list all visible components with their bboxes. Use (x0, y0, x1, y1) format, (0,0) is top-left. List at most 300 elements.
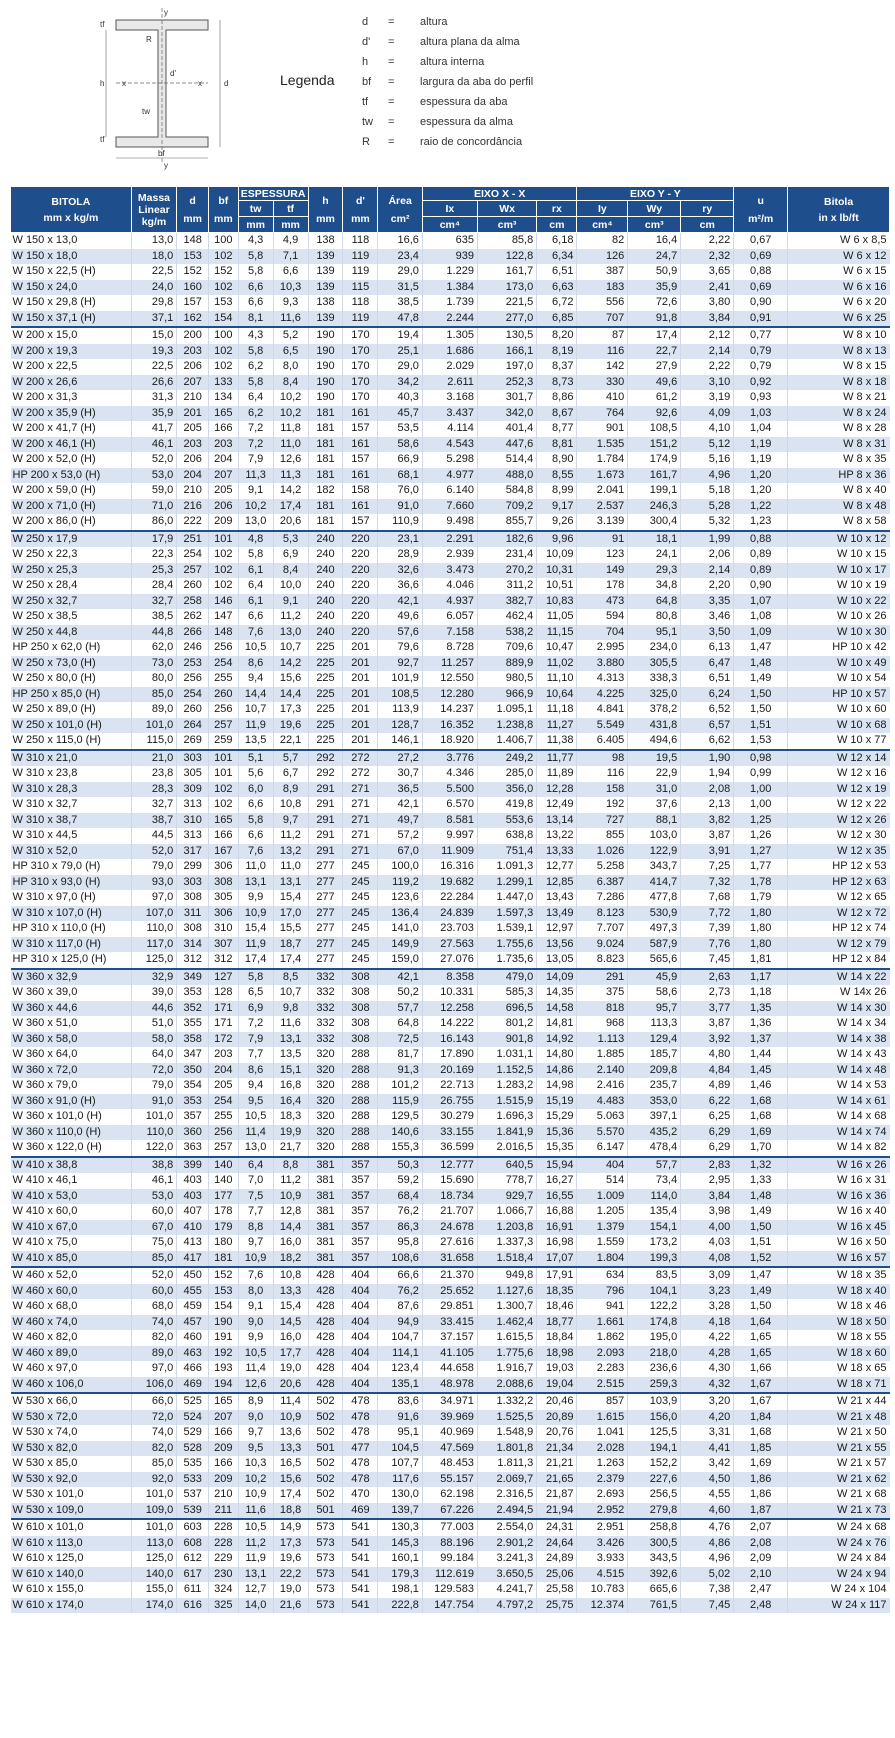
table-cell: 1.205 (577, 1204, 628, 1220)
table-cell: 101,9 (378, 671, 422, 687)
table-cell: 24,89 (537, 1551, 577, 1567)
table-row (11, 1472, 890, 1488)
table-row (11, 640, 890, 656)
cell-bitola: W 460 x 52,0 (11, 1267, 132, 1284)
table-cell: 107,0 (131, 906, 177, 922)
cell-bitola-in: HP 10 x 57 (788, 687, 890, 703)
table-cell: 165 (209, 406, 239, 422)
table-cell: 79,0 (131, 1078, 177, 1094)
table-cell: 1.379 (577, 1220, 628, 1236)
table-cell: 117,0 (131, 937, 177, 953)
table-cell: 157 (343, 421, 378, 437)
table-cell: 305,5 (628, 656, 681, 672)
table-cell: 15,4 (238, 921, 273, 937)
table-cell: 338,3 (628, 671, 681, 687)
cell-bitola: W 460 x 74,0 (11, 1315, 132, 1331)
cell-bitola: HP 310 x 125,0 (H) (11, 952, 132, 969)
table-cell: 20,46 (537, 1393, 577, 1410)
table-cell: 2.016,5 (477, 1140, 536, 1157)
table-cell: 4,50 (681, 1472, 734, 1488)
table-cell: 139 (308, 264, 343, 280)
cell-bitola-in: W 18 x 71 (788, 1377, 890, 1394)
table-cell: 8,90 (537, 452, 577, 468)
table-cell: 3.437 (422, 406, 477, 422)
table-cell: 32,6 (378, 563, 422, 579)
cell-bitola-in: W 14 x 68 (788, 1109, 890, 1125)
table-row (11, 1410, 890, 1426)
header-iy: Iy (577, 201, 628, 217)
table-cell: 2.416 (577, 1078, 628, 1094)
table-cell: 1,35 (734, 1001, 788, 1017)
table-cell: 1,86 (734, 1472, 788, 1488)
legend-symbol: R (362, 136, 370, 148)
table-cell: 42,1 (378, 594, 422, 610)
table-cell: 134 (209, 390, 239, 406)
table-cell: 0,89 (734, 563, 788, 579)
table-cell: 139,7 (378, 1503, 422, 1520)
cell-bitola: W 150 x 29,8 (H) (11, 295, 132, 311)
table-cell: 6,29 (681, 1125, 734, 1141)
table-cell: 10,5 (238, 1519, 273, 1536)
table-cell: 1.447,0 (477, 890, 536, 906)
table-cell: 2.939 (422, 547, 477, 563)
table-cell: 1.916,7 (477, 1361, 536, 1377)
table-cell: 573 (308, 1536, 343, 1552)
cell-bitola-in: HP 12 x 53 (788, 859, 890, 875)
table-cell: 6,9 (273, 547, 308, 563)
table-cell: 1,70 (734, 1140, 788, 1157)
cell-bitola-in: W 12 x 72 (788, 906, 890, 922)
table-cell: 941 (577, 1299, 628, 1315)
table-cell: 92,0 (131, 1472, 177, 1488)
table-cell: 2.379 (577, 1472, 628, 1488)
table-cell: 3,98 (681, 1204, 734, 1220)
table-cell: 14,4 (238, 687, 273, 703)
table-cell: 2,14 (681, 344, 734, 360)
table-cell: 478 (343, 1425, 378, 1441)
table-cell: 147 (209, 609, 239, 625)
table-cell: 7,6 (238, 844, 273, 860)
table-row (11, 1094, 890, 1110)
table-cell: 27.076 (422, 952, 477, 969)
table-cell: 9,3 (273, 295, 308, 311)
table-cell: 31.658 (422, 1251, 477, 1268)
table-cell: 3.168 (422, 390, 477, 406)
cell-bitola-in: W 10 x 12 (788, 531, 890, 548)
table-cell: 6,6 (238, 609, 273, 625)
table-cell: 478 (343, 1456, 378, 1472)
table-cell: 23,1 (378, 531, 422, 548)
table-cell: 228 (209, 1519, 239, 1536)
table-row (11, 531, 890, 548)
table-cell: 5,3 (273, 531, 308, 548)
table-cell: 7,9 (238, 452, 273, 468)
table-cell: 6.405 (577, 733, 628, 750)
table-cell: 166 (209, 421, 239, 437)
table-cell: 76,0 (378, 483, 422, 499)
table-cell: 353 (177, 985, 209, 1001)
table-cell: 91,8 (628, 311, 681, 328)
table-cell: 332 (308, 1016, 343, 1032)
table-row (11, 797, 890, 813)
cell-bitola: HP 310 x 110,0 (H) (11, 921, 132, 937)
table-cell: 1.862 (577, 1330, 628, 1346)
table-cell: 381 (308, 1189, 343, 1205)
table-cell: 478 (343, 1410, 378, 1426)
label-dprime: d' (170, 69, 176, 78)
table-cell: 16,5 (273, 1456, 308, 1472)
table-cell: 291 (308, 813, 343, 829)
table-cell: 502 (308, 1472, 343, 1488)
table-cell: 11,10 (537, 671, 577, 687)
table-row (11, 766, 890, 782)
table-cell: 20,6 (273, 1377, 308, 1394)
table-row (11, 1047, 890, 1063)
table-cell: 240 (308, 547, 343, 563)
table-cell: 173,0 (477, 280, 536, 296)
table-cell: 1,85 (734, 1441, 788, 1457)
cell-bitola-in: W 8 x 10 (788, 327, 890, 344)
table-cell: 299 (177, 859, 209, 875)
table-cell: 87 (577, 327, 628, 344)
header-wy: Wy (628, 201, 681, 217)
table-cell: 6,29 (681, 1140, 734, 1157)
table-cell: 8,4 (273, 375, 308, 391)
table-cell: 118 (343, 233, 378, 249)
table-cell: 288 (343, 1047, 378, 1063)
table-cell: 10.331 (422, 985, 477, 1001)
table-cell: 123,6 (378, 890, 422, 906)
cell-bitola-in: W 8 x 18 (788, 375, 890, 391)
cell-bitola-in: W 6 x 25 (788, 311, 890, 328)
table-cell: 6,51 (537, 264, 577, 280)
table-cell: 225 (308, 640, 343, 656)
table-cell: 2,73 (681, 985, 734, 1001)
table-cell: 21,94 (537, 1503, 577, 1520)
table-cell: 277 (308, 952, 343, 969)
table-cell: 5,8 (238, 969, 273, 986)
table-cell: 229 (209, 1551, 239, 1567)
table-cell: 13,14 (537, 813, 577, 829)
profile-table (10, 186, 890, 1613)
table-cell: 1,77 (734, 859, 788, 875)
table-cell: 201 (343, 702, 378, 718)
table-cell: 256 (209, 702, 239, 718)
table-cell: 9,7 (238, 1425, 273, 1441)
table-cell: 52,0 (131, 844, 177, 860)
table-cell: 1.113 (577, 1032, 628, 1048)
table-cell: 11,2 (238, 1536, 273, 1552)
table-cell: 165 (209, 813, 239, 829)
table-cell: 611 (177, 1582, 209, 1598)
table-cell: 313 (177, 828, 209, 844)
table-cell: 3.139 (577, 514, 628, 531)
table-cell: 49,6 (378, 609, 422, 625)
cell-bitola: HP 310 x 79,0 (H) (11, 859, 132, 875)
table-cell: 161 (343, 499, 378, 515)
table-cell: 7,2 (238, 437, 273, 453)
table-cell: 262 (177, 609, 209, 625)
table-cell: 245 (343, 859, 378, 875)
table-cell: 225 (308, 687, 343, 703)
cell-bitola-in: W 14x 26 (788, 985, 890, 1001)
table-cell: 8,77 (537, 421, 577, 437)
table-cell: 82,0 (131, 1330, 177, 1346)
table-cell: 1,79 (734, 890, 788, 906)
table-cell: 236,6 (628, 1361, 681, 1377)
table-cell: 222 (177, 514, 209, 531)
table-cell: 148 (177, 233, 209, 249)
table-cell: 13,5 (238, 733, 273, 750)
table-cell: 16,0 (273, 1330, 308, 1346)
table-cell: 271 (343, 813, 378, 829)
table-cell: 381 (308, 1235, 343, 1251)
table-cell: 24.678 (422, 1220, 477, 1236)
table-row (11, 1016, 890, 1032)
table-row (11, 1330, 890, 1346)
table-cell: 22,9 (628, 766, 681, 782)
profile-table-container (10, 186, 890, 1613)
cell-bitola-in: W 8 x 58 (788, 514, 890, 531)
table-cell: 1,37 (734, 1032, 788, 1048)
table-cell: 14.222 (422, 1016, 477, 1032)
table-cell: 285,0 (477, 766, 536, 782)
table-cell: 6,4 (238, 578, 273, 594)
table-cell: 46,1 (131, 437, 177, 453)
table-cell: 180 (209, 1235, 239, 1251)
table-cell: 57,2 (378, 828, 422, 844)
cell-bitola-in: W 18 x 50 (788, 1315, 890, 1331)
table-cell: 117,6 (378, 1472, 422, 1488)
table-cell: 210 (177, 483, 209, 499)
table-cell: 4.241,7 (477, 1582, 536, 1598)
header-d: d mm (177, 187, 209, 233)
table-cell: 178 (577, 578, 628, 594)
header-dprime: d' mm (343, 187, 378, 233)
header-ry: ry (681, 201, 734, 217)
table-cell: 37,6 (628, 797, 681, 813)
table-cell: 216 (177, 499, 209, 515)
table-cell: 101 (209, 750, 239, 767)
table-cell: 23,4 (378, 249, 422, 265)
table-cell: 161 (343, 468, 378, 484)
table-row (11, 1377, 890, 1394)
table-cell: 901 (577, 421, 628, 437)
table-row (11, 1299, 890, 1315)
table-cell: 357 (343, 1251, 378, 1268)
table-cell: 102 (209, 547, 239, 563)
table-cell: 44.658 (422, 1361, 477, 1377)
legend-equals: = (388, 116, 395, 128)
cell-bitola: W 250 x 44,8 (11, 625, 132, 641)
table-cell: 6,24 (681, 687, 734, 703)
table-cell: 12,7 (238, 1582, 273, 1598)
table-cell: 3,87 (681, 1016, 734, 1032)
table-cell: 3,10 (681, 375, 734, 391)
table-cell: 8,86 (537, 390, 577, 406)
table-cell: 3.880 (577, 656, 628, 672)
table-cell: 4,30 (681, 1361, 734, 1377)
table-cell: 66,0 (131, 1393, 177, 1410)
table-cell: 240 (308, 594, 343, 610)
table-row (11, 921, 890, 937)
table-cell: 1,51 (734, 1235, 788, 1251)
table-cell: 9,4 (238, 671, 273, 687)
table-cell: 19,9 (273, 1125, 308, 1141)
table-row (11, 1032, 890, 1048)
table-cell: 6,13 (681, 640, 734, 656)
cell-bitola-in: W 10 x 77 (788, 733, 890, 750)
table-cell: 25,58 (537, 1582, 577, 1598)
table-cell: 2,47 (734, 1582, 788, 1598)
table-cell: 18,84 (537, 1330, 577, 1346)
table-cell: 61,2 (628, 390, 681, 406)
table-row (11, 1536, 890, 1552)
table-cell: 82,0 (131, 1441, 177, 1457)
table-cell: 291 (308, 828, 343, 844)
table-cell: 5,8 (238, 375, 273, 391)
table-cell: 7,2 (238, 421, 273, 437)
table-cell: 2,83 (681, 1157, 734, 1174)
table-cell: 6,0 (238, 782, 273, 798)
table-cell: 11,0 (273, 437, 308, 453)
table-cell: 478 (343, 1472, 378, 1488)
table-cell: 11,4 (238, 1361, 273, 1377)
table-cell: 0,79 (734, 359, 788, 375)
table-row (11, 280, 890, 296)
table-cell: 14,98 (537, 1078, 577, 1094)
cell-bitola: W 150 x 13,0 (11, 233, 132, 249)
table-cell: 60,0 (131, 1284, 177, 1300)
table-cell: 205 (209, 1078, 239, 1094)
table-cell: 83,6 (378, 1393, 422, 1410)
cell-bitola-in: W 21 x 68 (788, 1487, 890, 1503)
table-cell: 7,2 (238, 1016, 273, 1032)
table-cell: 220 (343, 609, 378, 625)
table-cell: 57,7 (378, 1001, 422, 1017)
table-cell: 1.518,4 (477, 1251, 536, 1268)
table-cell: 35,9 (628, 280, 681, 296)
table-cell: 2,12 (681, 327, 734, 344)
table-cell: 12,6 (238, 1377, 273, 1394)
table-cell: 1.548,9 (477, 1425, 536, 1441)
table-row (11, 344, 890, 360)
table-cell: 1.332,2 (477, 1393, 536, 1410)
table-cell: 207 (209, 468, 239, 484)
table-cell: 7,39 (681, 921, 734, 937)
table-cell: 7.158 (422, 625, 477, 641)
table-cell: 357 (343, 1173, 378, 1189)
table-cell: 15,6 (273, 1472, 308, 1488)
table-cell: 25,3 (131, 563, 177, 579)
header-tw: tw (238, 201, 273, 217)
table-cell: 1,08 (734, 609, 788, 625)
table-cell: 10.783 (577, 1582, 628, 1598)
cell-bitola: W 200 x 46,1 (H) (11, 437, 132, 453)
table-cell: 14,58 (537, 1001, 577, 1017)
table-cell: 47.569 (422, 1441, 477, 1457)
table-cell: 246 (177, 640, 209, 656)
table-cell: 44,6 (131, 1001, 177, 1017)
table-cell: 565,6 (628, 952, 681, 969)
cell-bitola-in: W 16 x 40 (788, 1204, 890, 1220)
cell-bitola-in: W 21 x 57 (788, 1456, 890, 1472)
cell-bitola-in: W 21 x 55 (788, 1441, 890, 1457)
table-cell: 1,19 (734, 452, 788, 468)
table-cell: 114,1 (378, 1346, 422, 1362)
table-cell: 7,76 (681, 937, 734, 953)
table-cell: 2,13 (681, 797, 734, 813)
table-cell: 254 (209, 656, 239, 672)
table-cell: 10,09 (537, 547, 577, 563)
table-cell: 0,90 (734, 578, 788, 594)
table-cell: 1.263 (577, 1456, 628, 1472)
table-cell: 4,3 (238, 233, 273, 249)
table-cell: 6,5 (273, 344, 308, 360)
table-cell: 19,6 (273, 1551, 308, 1567)
table-cell: 64,8 (378, 1016, 422, 1032)
cell-bitola: W 530 x 82,0 (11, 1441, 132, 1457)
table-cell: 7,0 (238, 1173, 273, 1189)
table-cell: 573 (308, 1582, 343, 1598)
table-cell: 410 (177, 1220, 209, 1236)
table-cell: 478,4 (628, 1140, 681, 1157)
table-cell: 457 (177, 1315, 209, 1331)
table-row (11, 452, 890, 468)
table-cell: 152,2 (628, 1456, 681, 1472)
table-cell: 67.226 (422, 1503, 477, 1520)
i-beam-section-diagram (98, 6, 233, 171)
table-cell: 10,3 (238, 1456, 273, 1472)
cell-bitola: W 250 x 38,5 (11, 609, 132, 625)
table-row (11, 1441, 890, 1457)
table-cell: 34,2 (378, 375, 422, 391)
table-cell: 501 (308, 1503, 343, 1520)
table-cell: 796 (577, 1284, 628, 1300)
table-cell: 6,6 (238, 280, 273, 296)
table-cell: 1.462,4 (477, 1315, 536, 1331)
cell-bitola-in: W 12 x 79 (788, 937, 890, 953)
table-cell: 6,6 (238, 828, 273, 844)
table-cell: 5,8 (238, 344, 273, 360)
table-cell: 18,77 (537, 1315, 577, 1331)
table-cell: 7,6 (238, 1267, 273, 1284)
table-cell: 19,5 (628, 750, 681, 767)
cell-bitola: W 530 x 66,0 (11, 1393, 132, 1410)
table-row (11, 1284, 890, 1300)
cell-bitola: W 360 x 122,0 (H) (11, 1140, 132, 1157)
cell-bitola-in: W 14 x 61 (788, 1094, 890, 1110)
table-cell: 553,6 (477, 813, 536, 829)
table-cell: 139 (308, 280, 343, 296)
table-cell: 1,66 (734, 1361, 788, 1377)
table-cell: 3,50 (681, 625, 734, 641)
table-cell: 44,5 (131, 828, 177, 844)
table-cell: 855 (577, 828, 628, 844)
table-cell: 100,0 (378, 859, 422, 875)
table-cell: 4,18 (681, 1315, 734, 1331)
table-cell: 95,1 (378, 1425, 422, 1441)
table-cell: 1,90 (681, 750, 734, 767)
table-cell: 3,35 (681, 594, 734, 610)
table-cell: 13,1 (273, 875, 308, 891)
table-cell: 357 (343, 1235, 378, 1251)
table-cell: 170 (343, 359, 378, 375)
table-cell: 0,99 (734, 766, 788, 782)
table-cell: 292 (308, 766, 343, 782)
table-cell: 1.801,8 (477, 1441, 536, 1457)
table-cell: 2.069,7 (477, 1472, 536, 1488)
